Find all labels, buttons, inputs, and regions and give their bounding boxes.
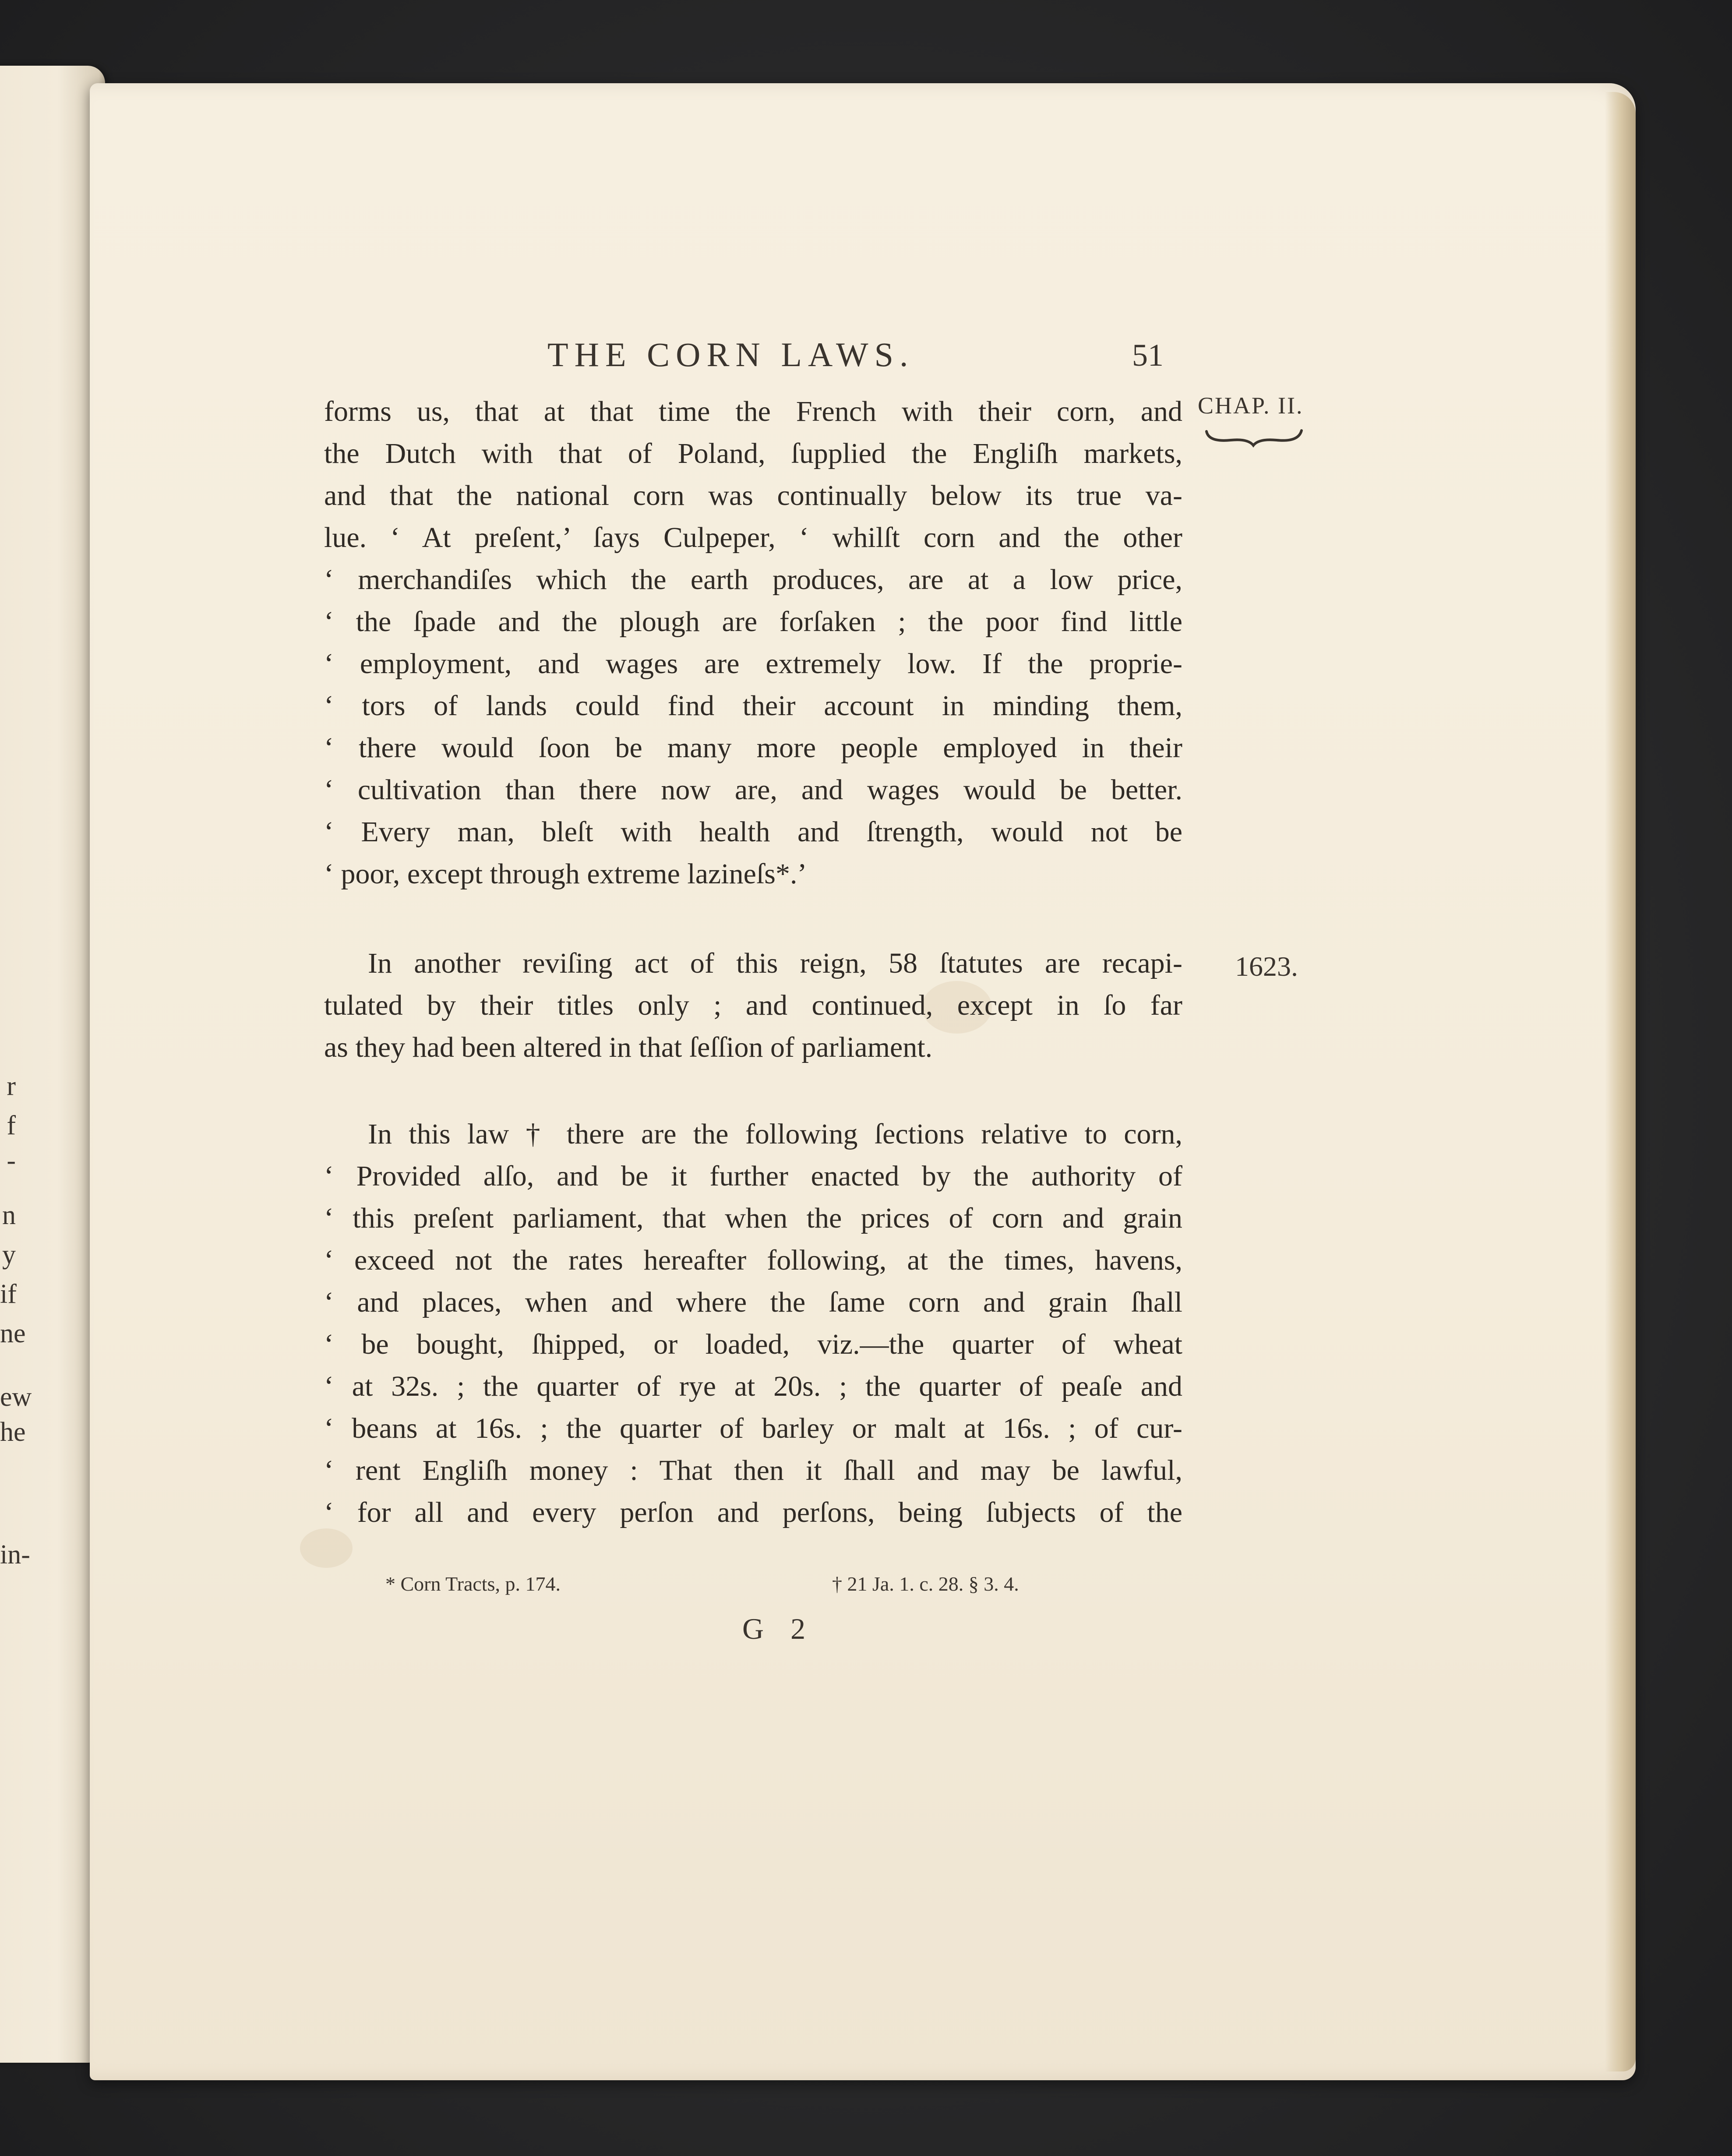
footnote-statute: † 21 Ja. 1. c. 28. § 3. 4. (832, 1573, 1019, 1595)
text-line: ‘ and places, when and where the ſame corn and grain ſhall (324, 1286, 1182, 1318)
fragment: n (2, 1200, 16, 1230)
text-line: and that the national corn was continually below its true va- (324, 480, 1182, 512)
facing-page-fragments (0, 0, 92, 2156)
text-line: In this law † there are the following ſections relative to corn, (368, 1118, 1182, 1150)
fragment: he (0, 1417, 26, 1447)
text-line: ‘ rent Engliſh money : That then it ſhall and may be lawful, (324, 1454, 1182, 1486)
running-head: THE CORN LAWS. (547, 335, 914, 374)
fragment: ew (0, 1382, 32, 1412)
book-page (90, 83, 1636, 2080)
text-line: forms us, that at that time the French with their corn, and (324, 395, 1182, 427)
fragment: r (7, 1071, 16, 1101)
signature-mark: G 2 (742, 1612, 815, 1645)
text-line: ‘ Every man, bleſt with health and ſtrength, would not be (324, 816, 1182, 848)
text-line: as they had been altered in that ſeſſion of parliament. (324, 1031, 933, 1063)
text-line: ‘ for all and every perſon and perſons, being ſubjects of the (324, 1496, 1182, 1528)
fragment: ne (0, 1319, 26, 1348)
text-line: ‘ at 32s. ; the quarter of rye at 20s. ; the quarter of peaſe and (324, 1370, 1182, 1402)
text-line: ‘ employment, and wages are extremely low. If the proprie- (324, 648, 1182, 680)
text-line: ‘ this preſent parliament, that when the prices of corn and grain (324, 1202, 1182, 1234)
text-line: lue. ‘ At preſent,’ ſays Culpeper, ‘ whilſt corn and the other (324, 522, 1182, 554)
text-line: ‘ merchandiſes which the earth produces, are at a low price, (324, 564, 1182, 596)
text-line: ‘ exceed not the rates hereafter following, at the times, havens, (324, 1244, 1182, 1276)
text-line: tulated by their titles only ; and continued, except in ſo far (324, 989, 1182, 1021)
fragment: y (2, 1240, 16, 1270)
foxing-spot (300, 1528, 353, 1568)
text-line: In another reviſing act of this reign, 58 ſtatutes are recapi- (368, 947, 1182, 979)
page-edge (1605, 92, 1636, 2071)
text-line: the Dutch with that of Poland, ſupplied the Engliſh markets, (324, 438, 1182, 469)
text-line: ‘ poor, except through extreme lazineſs*.’ (324, 858, 807, 890)
text-line: ‘ cultivation than there now are, and wages would be better. (324, 774, 1182, 806)
text-line: ‘ the ſpade and the plough are forſaken ; the poor find little (324, 606, 1182, 638)
fragment: in- (0, 1540, 30, 1570)
fragment: if (0, 1279, 17, 1309)
text-line: ‘ be bought, ſhipped, or loaded, viz.—the quarter of wheat (324, 1328, 1182, 1360)
text-line: ‘ there would ſoon be many more people employed in their (324, 732, 1182, 764)
text-line: ‘ Provided alſo, and be it further enacted by the authority of (324, 1160, 1182, 1192)
footnote-corn-tracts: * Corn Tracts, p. 174. (385, 1573, 561, 1595)
fragment: - (7, 1146, 16, 1175)
text-line: ‘ beans at 16s. ; the quarter of barley or malt at 16s. ; of cur- (324, 1412, 1182, 1444)
brace-ornament (1204, 427, 1305, 449)
fragment: f (7, 1111, 16, 1140)
margin-year-note: 1623. (1235, 951, 1298, 982)
margin-chapter-note: CHAP. II. (1198, 392, 1304, 419)
page-number: 51 (1132, 338, 1164, 373)
text-line: ‘ tors of lands could find their account in minding them, (324, 690, 1182, 722)
